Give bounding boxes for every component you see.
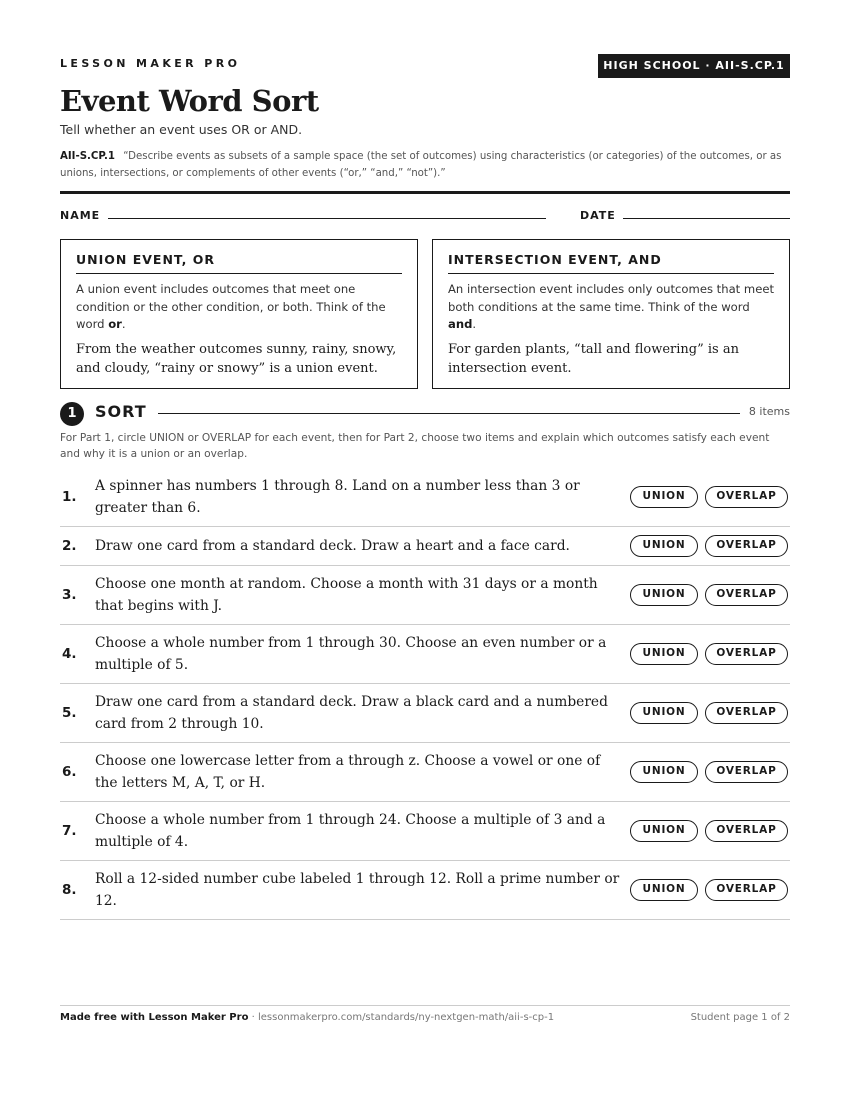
- union-desc-end: .: [121, 317, 126, 331]
- standard-code: AII-S.CP.1: [60, 151, 115, 162]
- standard-description: [60, 148, 795, 182]
- date-label: DATE: [580, 209, 616, 222]
- item-text: Choose a whole number from 1 through 24. Choose a multiple of 3 and a multiple of 4.: [95, 812, 606, 850]
- intersection-keyword: and: [448, 317, 473, 331]
- list-item: [60, 566, 790, 625]
- name-field[interactable]: [108, 218, 546, 219]
- date-field[interactable]: [623, 218, 790, 219]
- section-instructions: For Part 1, circle UNION or OVERLAP for each event, then for Part 2, choose two items and explain which outcomes satisfy each event and why it is a union or an overlap.: [60, 432, 770, 460]
- item-text: Draw one card from a standard deck. Draw a black card and a numbered card from 2 through 10.: [95, 694, 608, 732]
- union-option[interactable]: UNION: [630, 584, 698, 606]
- union-option[interactable]: UNION: [630, 535, 698, 557]
- intersection-description: [448, 281, 774, 334]
- overlap-option[interactable]: OVERLAP: [705, 702, 788, 724]
- union-example: From the weather outcomes sunny, rainy, snowy, and cloudy, “rainy or snowy” is a union event.: [76, 341, 397, 376]
- item-number: 4.: [62, 646, 77, 662]
- union-option[interactable]: UNION: [630, 761, 698, 783]
- section-rule: [158, 413, 740, 414]
- union-option[interactable]: UNION: [630, 879, 698, 901]
- list-item: [60, 802, 790, 861]
- item-number: 3.: [62, 587, 77, 603]
- overlap-option[interactable]: OVERLAP: [705, 820, 788, 842]
- footer-credit: [60, 1012, 554, 1023]
- union-desc-text: A union event includes outcomes that meet one condition or the other condition, or both. Think of the word: [76, 282, 386, 331]
- page-subtitle: Tell whether an event uses OR or AND.: [60, 122, 303, 137]
- item-number: 1.: [62, 489, 77, 505]
- item-number: 7.: [62, 823, 77, 839]
- overlap-option[interactable]: OVERLAP: [705, 584, 788, 606]
- item-number: 2.: [62, 538, 77, 554]
- item-text: A spinner has numbers 1 through 8. Land on a number less than 3 or greater than 6.: [95, 478, 580, 516]
- item-number: 5.: [62, 705, 77, 721]
- intersection-example: For garden plants, “tall and flowering” is an intersection event.: [448, 341, 739, 376]
- item-number: 6.: [62, 764, 77, 780]
- item-list: [60, 468, 790, 920]
- overlap-option[interactable]: OVERLAP: [705, 486, 788, 508]
- overlap-option[interactable]: OVERLAP: [705, 535, 788, 557]
- brand-name: LESSON MAKER PRO: [60, 57, 241, 70]
- item-text: Choose one month at random. Choose a month with 31 days or a month that begins with J.: [95, 576, 598, 614]
- intersection-desc-text: An intersection event includes only outcomes that meet both conditions at the same time. Think of the word: [448, 282, 775, 314]
- list-item: [60, 861, 790, 920]
- list-item: [60, 684, 790, 743]
- item-text: Choose a whole number from 1 through 30. Choose an even number or a multiple of 5.: [95, 635, 607, 673]
- union-heading: UNION EVENT, OR: [76, 252, 402, 274]
- list-item: [60, 527, 790, 566]
- overlap-option[interactable]: OVERLAP: [705, 879, 788, 901]
- list-item: [60, 743, 790, 802]
- item-text: Roll a 12-sided number cube labeled 1 through 12. Roll a prime number or 12.: [95, 871, 620, 909]
- footer-divider: [60, 1005, 790, 1006]
- standard-text: “Describe events as subsets of a sample space (the set of outcomes) using characteristics (or categories) of the outcomes, or as unions, intersections, or complements of other events (“or,” “and,” “not”).”: [60, 151, 782, 179]
- union-option[interactable]: UNION: [630, 486, 698, 508]
- level-badge: HIGH SCHOOL · AII-S.CP.1: [598, 54, 790, 78]
- footer-made-with: Made free with Lesson Maker Pro: [60, 1012, 249, 1023]
- list-item: [60, 468, 790, 527]
- footer-page-number: Student page 1 of 2: [690, 1012, 790, 1023]
- intersection-heading: INTERSECTION EVENT, AND: [448, 252, 774, 274]
- section-number-badge: 1: [60, 402, 84, 426]
- item-count: 8 items: [748, 405, 790, 418]
- intersection-desc-end: .: [472, 317, 477, 331]
- list-item: [60, 625, 790, 684]
- name-label: NAME: [60, 209, 101, 222]
- header-divider: [60, 191, 790, 194]
- item-text: Choose one lowercase letter from a through z. Choose a vowel or one of the letters M, A, T, or H.: [95, 753, 601, 791]
- intersection-definition-box: [432, 239, 790, 389]
- overlap-option[interactable]: OVERLAP: [705, 643, 788, 665]
- page-title: Event Word Sort: [60, 84, 319, 118]
- union-keyword: or: [108, 317, 122, 331]
- section-title: SORT: [95, 402, 147, 421]
- union-option[interactable]: UNION: [630, 702, 698, 724]
- union-option[interactable]: UNION: [630, 643, 698, 665]
- union-option[interactable]: UNION: [630, 820, 698, 842]
- overlap-option[interactable]: OVERLAP: [705, 761, 788, 783]
- union-definition-box: [60, 239, 418, 389]
- footer-url[interactable]: · lessonmakerpro.com/standards/ny-nextgen-math/aii-s-cp-1: [248, 1012, 555, 1023]
- item-number: 8.: [62, 882, 77, 898]
- item-text: Draw one card from a standard deck. Draw a heart and a face card.: [95, 538, 570, 554]
- union-description: [76, 281, 402, 334]
